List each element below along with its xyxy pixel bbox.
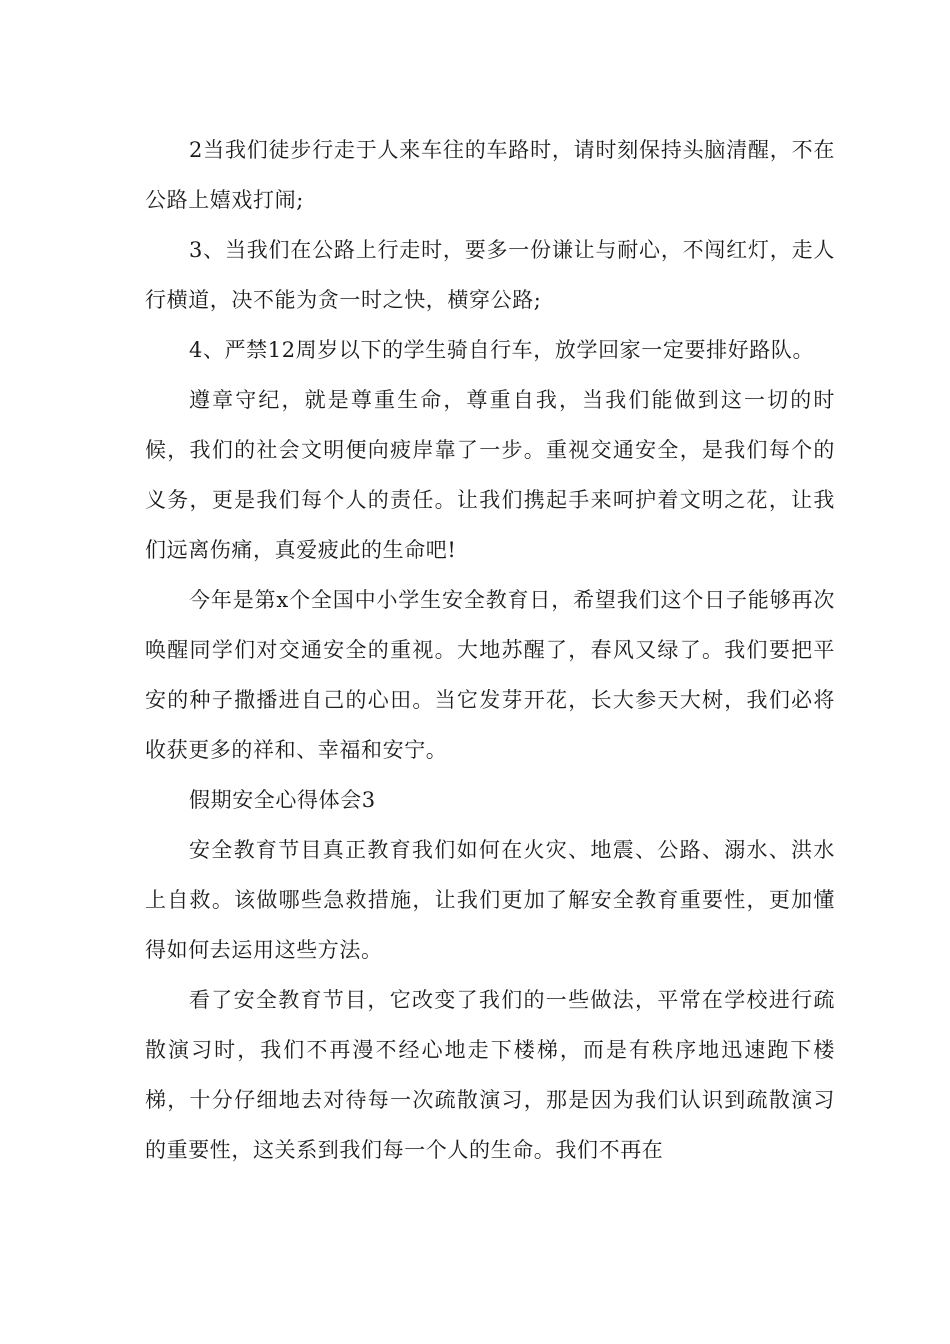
paragraph-safety-day: 今年是第x个全国中小学生安全教育日，希望我们这个日子能够再次唤醒同学们对交通安全的重视。大地苏醒了，春风又绿了。我们要把平安的种子撒播进自己的心田。当它发芽开花，长大参天大树，我们必将收获更多的祥和、幸福和安宁。 — [145, 588, 835, 762]
document-body — [145, 125, 835, 1175]
paragraph-rule-4: 4、严禁12周岁以下的学生骑自行车，放学回家一定要排好路队。 — [189, 338, 815, 362]
paragraph-evacuation-drill: 看了安全教育节目，它改变了我们的一些做法，平常在学校进行疏散演习时，我们不再漫不经心地走下楼梯，而是有秩序地迅速跑下楼梯，十分仔细地去对待每一次疏散演习，那是因为我们认识到疏散演习的重要性，这关系到我们每一个人的生命。我们不再在 — [145, 988, 835, 1162]
section-heading: 假期安全心得体会3 — [189, 788, 376, 812]
paragraph-obey-rules: 遵章守纪，就是尊重生命，尊重自我，当我们能做到这一切的时候，我们的社会文明便向疲岸靠了一步。重视交通安全，是我们每个的义务，更是我们每个人的责任。让我们携起手来呵护着文明之花，让我们远离伤痛，真爱疲此的生命吧! — [145, 388, 835, 562]
paragraph-safety-program: 安全教育节目真正教育我们如何在火灾、地震、公路、溺水、洪水上自救。该做哪些急救措施，让我们更加了解安全教育重要性，更加懂得如何去运用这些方法。 — [145, 838, 835, 962]
paragraph-rule-3: 3、当我们在公路上行走时，要多一份谦让与耐心，不闯红灯，走人行横道，决不能为贪一时之快，横穿公路; — [145, 238, 835, 312]
paragraph-rule-2: 2当我们徒步行走于人来车往的车路时，请时刻保持头脑清醒，不在公路上嬉戏打闹; — [145, 138, 835, 212]
